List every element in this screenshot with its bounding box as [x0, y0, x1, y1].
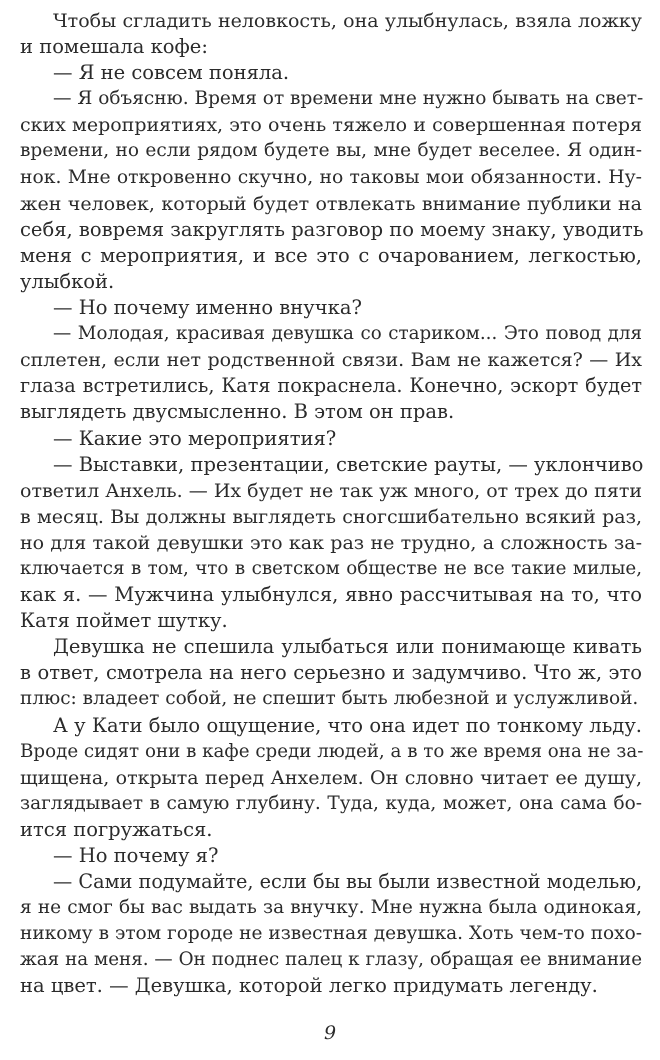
text-line: глаза встретились, Катя покраснела. Конечно, эскорт будет: [20, 374, 642, 398]
body-text: [20, 8, 642, 1000]
text-line: ответил Анхель. — Их будет не так уж много, от трех до пяти: [20, 479, 642, 502]
text-line: я не смог бы вас выдать за внучку. Мне нужна была одинокая,: [20, 897, 642, 919]
text-line: — Я не совсем поняла.: [53, 61, 290, 85]
text-line: на цвет. — Девушка, которой легко придумать легенду.: [20, 974, 598, 998]
text-line: но для такой девушки это как раз не трудно, а сложность за-: [20, 531, 642, 554]
text-line: ится погружаться.: [20, 817, 213, 841]
text-line: ключается в том, что в светском обществе не все такие милые,: [20, 557, 642, 579]
text-line: — Я объясню. Время от времени мне нужно бывать на свет-: [53, 88, 644, 110]
text-line: — Выставки, презентации, светские рауты, — уклончиво: [53, 452, 644, 476]
text-line: Вроде сидят они в кафе среди людей, а в то же время она не за-: [20, 740, 644, 762]
text-line: жая на меня. — Он поднес палец к глазу, обращая ее внимание: [20, 949, 642, 971]
text-line: А у Кати было ощущение, что она идет по тонкому льду.: [53, 713, 642, 737]
text-line: плюс: владеет собой, не спешит быть любезной и услужливой.: [20, 688, 639, 710]
page-number: 9: [323, 1022, 337, 1044]
text-line: — Какие это мероприятия?: [53, 426, 337, 450]
text-line: себя, вовремя закруглять разговор по моему знаку, уводить: [20, 217, 644, 241]
text-line: сплетен, если нет родственной связи. Вам не кажется? — Их: [20, 349, 642, 372]
text-line: — Сами подумайте, если бы вы были известной моделью,: [53, 870, 643, 894]
text-line: жен человек, который будет отвлекать внимание публики на: [20, 192, 642, 215]
text-line: выглядеть двусмысленно. В этом он прав.: [20, 400, 455, 424]
text-line: — Но почему я?: [53, 844, 219, 867]
text-line: никому в этом городе не известная девушка. Хоть чем-то похо-: [20, 923, 642, 945]
text-line: как я. — Мужчина улыбнулся, явно рассчитывая на то, что: [20, 583, 642, 607]
text-line: в ответ, смотрела на него серьезно и задумчиво. Что ж, это: [20, 661, 642, 685]
text-line: в месяц. Вы должны выглядеть сногсшибательно всякий раз,: [20, 505, 642, 528]
text-line: заглядывает в самую глубину. Туда, куда, может, она сама бо-: [20, 792, 642, 814]
text-line: щищена, открыта перед Анхелем. Он словно читает ее душу,: [20, 766, 642, 789]
text-line: улыбкой.: [20, 269, 115, 293]
text-line: Чтобы сгладить неловкость, она улыбнулась, взяла ложку: [53, 10, 642, 32]
text-line: — Молодая, красивая девушка со стариком... Это повод для: [53, 323, 642, 345]
text-line: ских мероприятиях, это очень тяжело и совершенная потеря: [20, 114, 642, 137]
text-line: Девушка не спешила улыбаться или понимающе кивать: [53, 635, 642, 659]
text-line: меня с мероприятия, и все это с очарованием, легкостью,: [20, 243, 642, 267]
text-line: нок. Мне откровенно скучно, но таковы мои обязанности. Ну-: [20, 166, 642, 188]
text-line: и помешала кофе:: [20, 35, 208, 59]
text-line: времени, но если рядом будете вы, мне будет веселее. Я один-: [20, 140, 642, 162]
text-line: Катя поймет шутку.: [20, 609, 228, 633]
text-line: — Но почему именно внучка?: [53, 296, 362, 320]
